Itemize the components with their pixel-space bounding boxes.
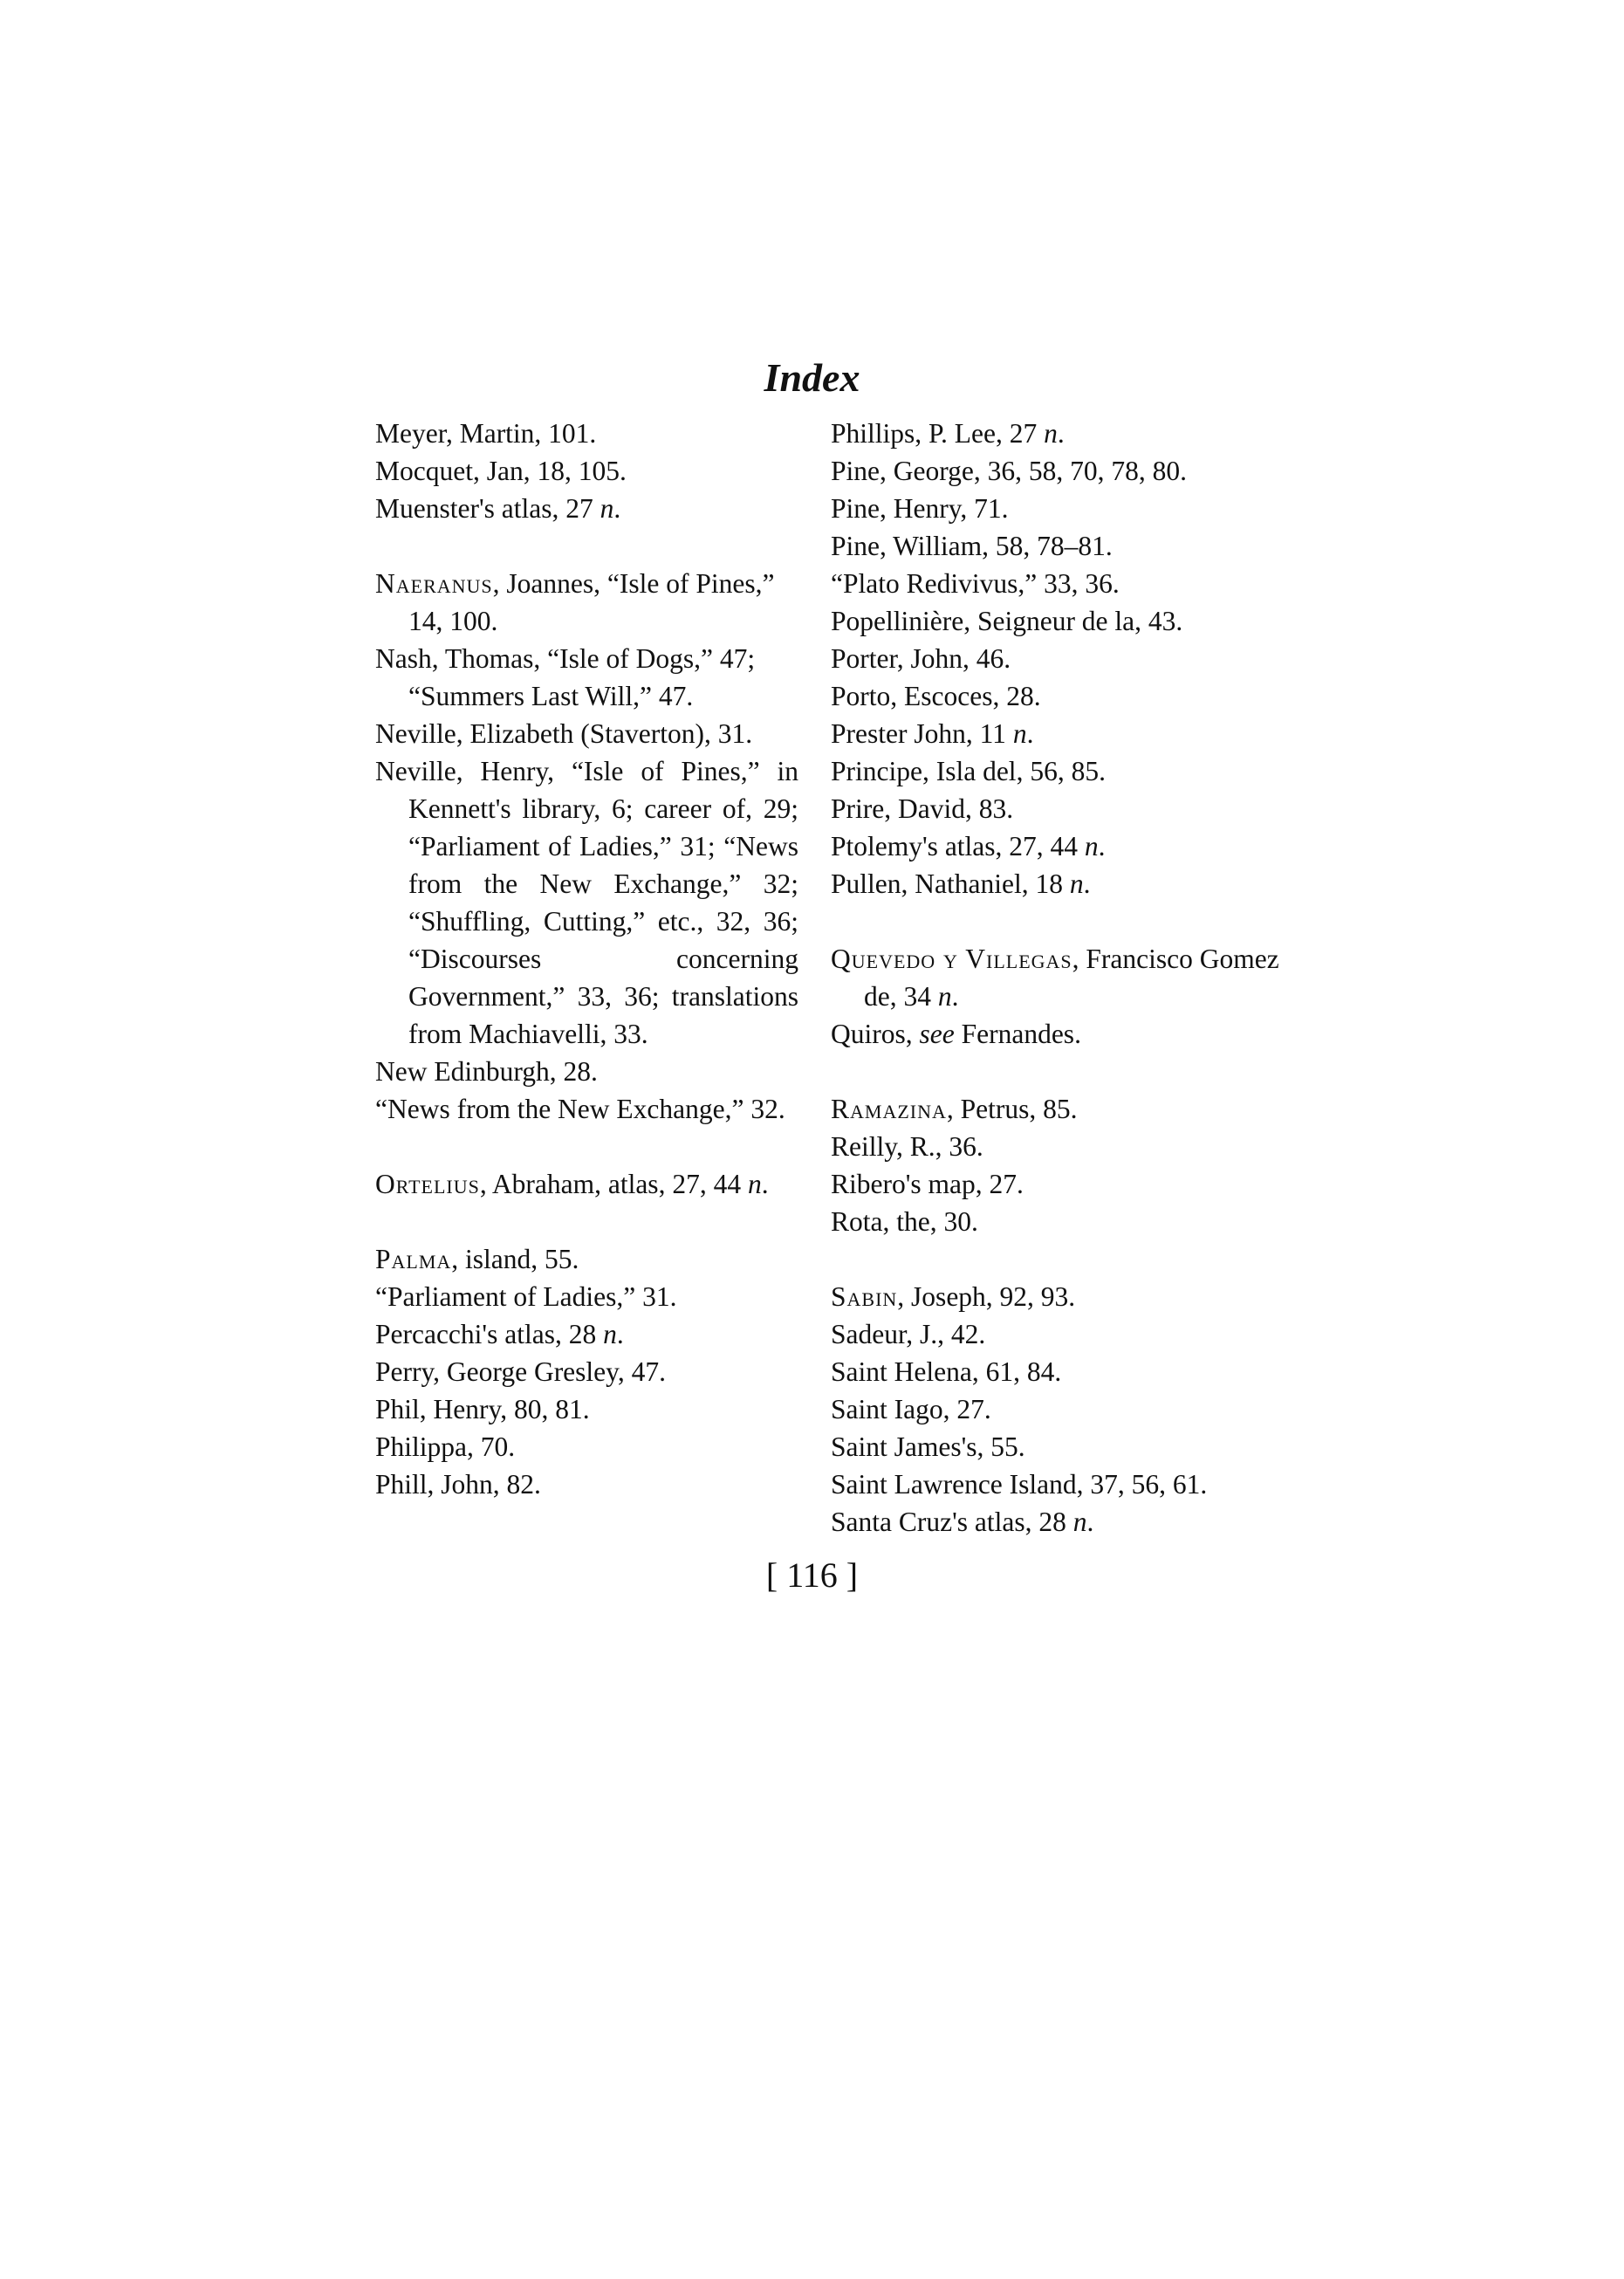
index-entry: [831, 490, 1285, 527]
entry-text: Pine, George, 36, 58, 70, 78, 80.: [831, 456, 1188, 486]
entry-tail: .: [1098, 831, 1106, 861]
entry-text: Sadeur, J., 42.: [831, 1319, 986, 1349]
index-entry: [831, 640, 1285, 677]
index-entry: [375, 452, 798, 490]
entry-text: Popellinière, Seigneur de la, 43.: [831, 606, 1183, 636]
entry-text: , Joseph, 92, 93.: [897, 1281, 1076, 1312]
entry-headword: Quevedo y Villegas: [831, 944, 1072, 974]
entry-text: Nash, Thomas, “Isle of Dogs,” 47; “Summers Last Will,” 47.: [375, 643, 756, 711]
index-entry: [831, 602, 1285, 640]
entry-text: “Plato Redivivus,” 33, 36.: [831, 568, 1120, 599]
entry-italic: see: [919, 1019, 955, 1049]
entry-text: Reilly, R., 36.: [831, 1131, 983, 1162]
entry-text: Percacchi's atlas, 28: [375, 1319, 604, 1349]
entry-text: Porto, Escoces, 28.: [831, 681, 1041, 711]
index-entry: [375, 1090, 798, 1128]
entry-text: , Abraham, atlas, 27, 44: [479, 1169, 748, 1199]
entry-italic: n: [1084, 831, 1099, 861]
entry-text: Muenster's atlas, 27: [375, 493, 600, 524]
index-entry: [831, 452, 1285, 490]
index-entry: [831, 865, 1285, 903]
index-entry: [831, 1278, 1285, 1315]
index-entry: [831, 1203, 1285, 1240]
entry-text: Pine, William, 58, 78–81.: [831, 531, 1113, 561]
index-entry: [831, 415, 1285, 452]
index-entry: [375, 1315, 798, 1353]
entry-text: , Francisco Gomez de, 34: [864, 944, 1279, 1012]
entry-text: New Edinburgh, 28.: [375, 1056, 598, 1087]
entry-text: Pullen, Nathaniel, 18: [831, 868, 1070, 899]
index-entry: [831, 677, 1285, 715]
entry-tail: .: [1026, 718, 1034, 749]
entry-text: Prester John, 11: [831, 718, 1013, 749]
index-entry: [375, 1240, 798, 1278]
index-entry: [375, 640, 798, 715]
entry-text: Neville, Elizabeth (Staverton), 31.: [375, 718, 753, 749]
index-entry: [375, 715, 798, 752]
entry-text: Prire, David, 83.: [831, 793, 1014, 824]
index-entry: [831, 1015, 1285, 1053]
entry-italic: n: [1069, 868, 1084, 899]
entry-tail: .: [1083, 868, 1091, 899]
entry-italic: n: [1044, 418, 1058, 449]
entry-italic: n: [600, 493, 614, 524]
entry-text: Meyer, Martin, 101.: [375, 418, 597, 449]
entry-tail: .: [1057, 418, 1065, 449]
index-entry: [831, 565, 1285, 602]
entry-headword: Naeranus: [375, 568, 493, 599]
entry-headword: Sabin: [831, 1281, 898, 1312]
entry-text: Perry, George Gresley, 47.: [375, 1356, 666, 1387]
entry-italic: n: [747, 1169, 762, 1199]
index-entry: [375, 415, 798, 452]
index-column-right: [831, 415, 1285, 1541]
entry-text: Porter, John, 46.: [831, 643, 1011, 674]
index-entry: [375, 1053, 798, 1090]
index-entry: [831, 752, 1285, 790]
entry-text: Phillips, P. Lee, 27: [831, 418, 1045, 449]
entry-text: Principe, Isla del, 56, 85.: [831, 756, 1106, 786]
entry-text: Quiros,: [831, 1019, 920, 1049]
index-entry: [831, 1353, 1285, 1390]
entry-text: “Parliament of Ladies,” 31.: [375, 1281, 677, 1312]
index-entry: [375, 490, 798, 527]
entry-tail: .: [951, 981, 959, 1012]
index-entry: [831, 1315, 1285, 1353]
entry-text: Santa Cruz's atlas, 28: [831, 1507, 1073, 1537]
entry-italic: n: [937, 981, 952, 1012]
index-entry: [375, 1428, 798, 1466]
entry-tail: .: [1086, 1507, 1094, 1537]
entry-text: Phill, John, 82.: [375, 1469, 541, 1500]
index-entry: [375, 1278, 798, 1315]
index-entry: [375, 752, 798, 1053]
entry-headword: Ortelius: [375, 1169, 480, 1199]
entry-text: Neville, Henry, “Isle of Pines,” in Kennett's library, 6; career of, 29; “Parliament of Ladies,” 31; “News from the New Exchange,” 32; “Shuffling, Cutting,” etc., 32, 36; “Discourses concerning Government,” 33, 36; translations from Machiavelli, 33.: [375, 756, 798, 1049]
index-entry: [831, 1128, 1285, 1165]
index-entry: [831, 1390, 1285, 1428]
entry-text: Saint Iago, 27.: [831, 1394, 991, 1424]
entry-headword: Palma: [375, 1244, 452, 1274]
entry-text: Pine, Henry, 71.: [831, 493, 1009, 524]
index-entry: [375, 1390, 798, 1428]
entry-text: Saint Lawrence Island, 37, 56, 61.: [831, 1469, 1208, 1500]
index-entry: [831, 1165, 1285, 1203]
index-entry: [831, 1466, 1285, 1503]
entry-text: Rota, the, 30.: [831, 1206, 978, 1237]
index-entry: [831, 790, 1285, 827]
entry-text: Ribero's map, 27.: [831, 1169, 1024, 1199]
entry-text: Saint James's, 55.: [831, 1431, 1025, 1462]
entry-text: , Joannes, “Isle of Pines,” 14, 100.: [408, 568, 775, 636]
entry-tail: .: [613, 493, 621, 524]
entry-tail: .: [616, 1319, 624, 1349]
entry-text: Phil, Henry, 80, 81.: [375, 1394, 590, 1424]
index-entry: [831, 1428, 1285, 1466]
index-entry: [831, 1503, 1285, 1541]
entry-text: , Petrus, 85.: [946, 1094, 1078, 1124]
entry-headword: Ramazina: [831, 1094, 947, 1124]
index-entry: [375, 1466, 798, 1503]
page-title: Index: [764, 355, 860, 400]
entry-text: Philippa, 70.: [375, 1431, 516, 1462]
index-entry: [831, 1090, 1285, 1128]
entry-tail: .: [761, 1169, 769, 1199]
index-entry: [375, 565, 798, 640]
index-column-left: [375, 415, 798, 1503]
index-entry: [375, 1165, 798, 1203]
entry-italic: n: [1072, 1507, 1087, 1537]
index-entry: [831, 715, 1285, 752]
entry-text: , island, 55.: [451, 1244, 579, 1274]
entry-text: Ptolemy's atlas, 27, 44: [831, 831, 1085, 861]
entry-tail: Fernandes.: [954, 1019, 1081, 1049]
entry-italic: n: [1012, 718, 1027, 749]
index-entry: [831, 527, 1285, 565]
entry-text: Mocquet, Jan, 18, 105.: [375, 456, 627, 486]
index-entry: [375, 1353, 798, 1390]
entry-italic: n: [603, 1319, 617, 1349]
entry-text: “News from the New Exchange,” 32.: [375, 1094, 785, 1124]
entry-text: Saint Helena, 61, 84.: [831, 1356, 1062, 1387]
index-entry: [831, 827, 1285, 865]
page-number: [ 116 ]: [765, 1555, 859, 1595]
index-entry: [831, 940, 1285, 1015]
